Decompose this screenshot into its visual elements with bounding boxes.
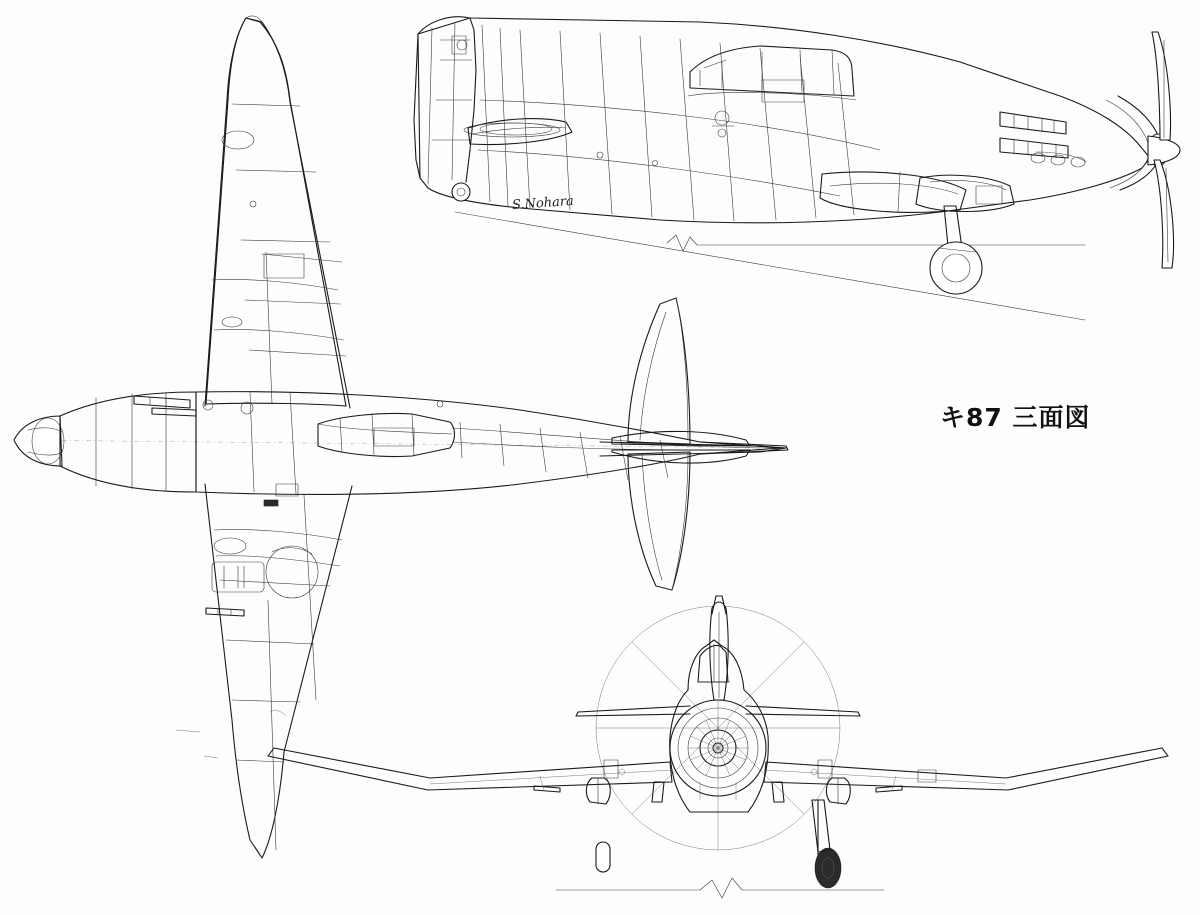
- front-view: [268, 596, 1168, 898]
- plan-view: [14, 16, 790, 858]
- artist-signature: S.Nohara: [511, 193, 575, 214]
- side-view: [414, 17, 1180, 320]
- drawing-title: キ87 三面図: [940, 403, 1091, 432]
